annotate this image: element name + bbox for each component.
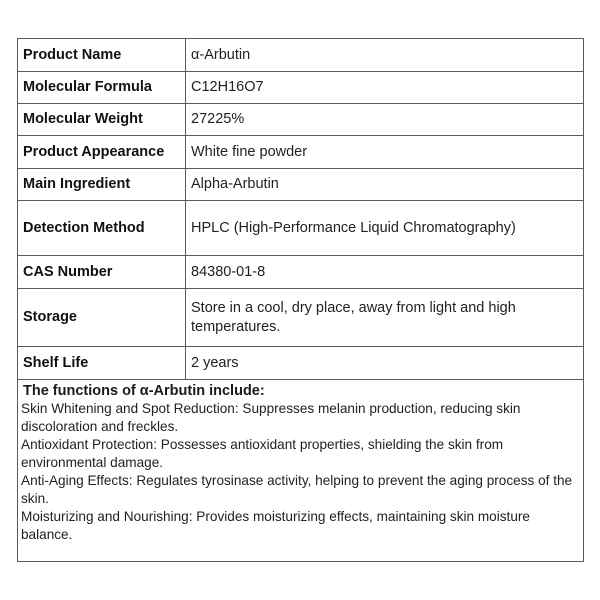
spec-label: Product Appearance bbox=[18, 136, 186, 169]
function-item-moisturizing: Moisturizing and Nourishing: Provides moisturizing effects, maintaining skin moisture balance. bbox=[21, 509, 530, 542]
functions-cell bbox=[18, 380, 584, 562]
function-item-anti-aging: Anti-Aging Effects: Regulates tyrosinase activity, helping to prevent the aging process of the skin. bbox=[21, 473, 573, 506]
spec-value: 2 years bbox=[186, 347, 584, 380]
spec-label: Shelf Life bbox=[18, 347, 186, 380]
functions-list bbox=[21, 400, 580, 544]
spec-label: Main Ingredient bbox=[18, 169, 186, 201]
spec-value: 84380-01-8 bbox=[186, 256, 584, 289]
spec-row-product-appearance bbox=[18, 136, 584, 169]
spec-row-cas-number bbox=[18, 256, 584, 289]
functions-title: The functions of α-Arbutin include: bbox=[23, 383, 265, 399]
spec-row-molecular-weight bbox=[18, 104, 584, 136]
product-spec-table bbox=[17, 38, 584, 562]
spec-value: C12H16O7 bbox=[186, 72, 584, 104]
function-item-skin-whitening: Skin Whitening and Spot Reduction: Suppresses melanin production, reducing skin discoloration and freckles. bbox=[21, 401, 521, 434]
spec-label: Molecular Formula bbox=[18, 72, 186, 104]
spec-row-main-ingredient bbox=[18, 169, 584, 201]
functions-row bbox=[18, 380, 584, 562]
spec-value: White fine powder bbox=[186, 136, 584, 169]
spec-label: Product Name bbox=[18, 39, 186, 72]
spec-label: Molecular Weight bbox=[18, 104, 186, 136]
spec-value: Store in a cool, dry place, away from light and high temperatures. bbox=[186, 289, 584, 347]
spec-label: CAS Number bbox=[18, 256, 186, 289]
spec-value: 27225% bbox=[186, 104, 584, 136]
spec-label: Detection Method bbox=[18, 201, 186, 256]
spec-row-shelf-life bbox=[18, 347, 584, 380]
spec-value: Alpha-Arbutin bbox=[186, 169, 584, 201]
spec-row-storage bbox=[18, 289, 584, 347]
spec-value: α-Arbutin bbox=[186, 39, 584, 72]
spec-row-molecular-formula bbox=[18, 72, 584, 104]
spec-value: HPLC (High-Performance Liquid Chromatography) bbox=[186, 201, 584, 256]
spec-label: Storage bbox=[18, 289, 186, 347]
spec-row-product-name bbox=[18, 39, 584, 72]
spec-row-detection-method bbox=[18, 201, 584, 256]
function-item-antioxidant: Antioxidant Protection: Possesses antioxidant properties, shielding the skin from environmental damage. bbox=[21, 437, 504, 470]
